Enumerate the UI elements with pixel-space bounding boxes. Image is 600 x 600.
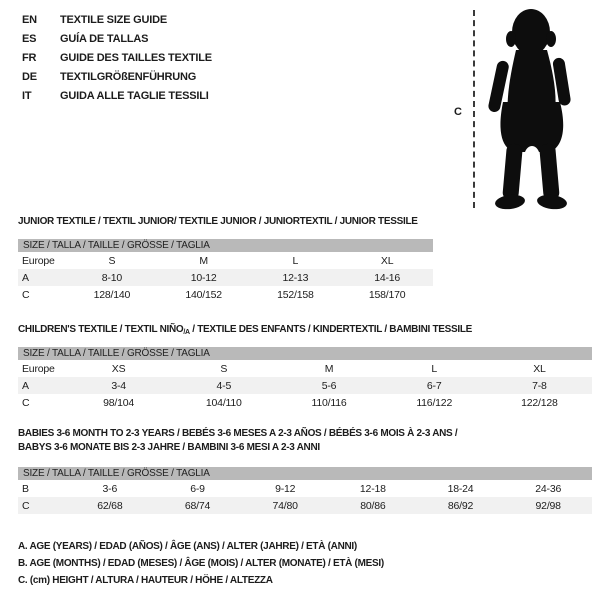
table-title-line2: BABYS 3-6 MONATE BIS 2-3 JAHRE / BAMBINI 3-6 MESI A 2-3 ANNI — [18, 442, 320, 453]
size-cell: XS — [111, 362, 126, 375]
table-title-part: / TEXTILE DES ENFANTS / KINDERTEXTIL / BAMBINI TESSILE — [189, 324, 473, 335]
age-cell: 6-9 — [190, 482, 205, 495]
size-cell: S — [220, 362, 228, 375]
size-header-band: SIZE / TALLA / TAILLE / GRÖSSE / TAGLIA — [18, 347, 592, 360]
height-cell: 104/110 — [205, 396, 242, 409]
height-dashed-line — [473, 10, 475, 208]
table-row — [18, 497, 592, 514]
size-cell: XL — [533, 362, 546, 375]
table-title: JUNIOR TEXTILE / TEXTIL JUNIOR/ TEXTILE JUNIOR / JUNIORTEXTIL / JUNIOR TESSILE — [18, 216, 418, 227]
age-cell: 3-6 — [102, 482, 118, 495]
size-cell: M — [324, 362, 334, 375]
language-code: DE — [22, 70, 37, 83]
size-cell: L — [292, 254, 299, 267]
table-row — [18, 286, 433, 303]
table-row — [18, 480, 592, 497]
table-row — [18, 394, 592, 411]
height-cell: 110/116 — [311, 396, 347, 409]
height-cell: 92/98 — [535, 499, 561, 512]
legend — [18, 538, 384, 589]
row-label: Europe — [22, 362, 55, 375]
size-header-band: SIZE / TALLA / TAILLE / GRÖSSE / TAGLIA — [18, 239, 433, 252]
height-cell: 140/152 — [185, 288, 222, 301]
age-cell: 12-18 — [359, 482, 386, 495]
language-row-it — [22, 86, 212, 105]
height-cell: 116/122 — [416, 396, 453, 409]
height-cell: 86/92 — [447, 499, 474, 512]
age-cell: 18-24 — [447, 482, 474, 495]
language-title: GUÍA DE TALLAS — [60, 32, 149, 45]
language-list — [22, 10, 212, 105]
size-cell: L — [431, 362, 438, 375]
age-cell: 5-6 — [321, 379, 337, 392]
baby-figure — [440, 4, 600, 216]
language-title: GUIDE DES TAILLES TEXTILE — [60, 51, 212, 64]
legend-line-a: A. AGE (YEARS) / EDAD (AÑOS) / ÂGE (ANS) / ALTER (JAHRE) / ETÀ (ANNI) — [18, 541, 357, 552]
size-cell: S — [108, 254, 116, 267]
age-cell: 6-7 — [426, 379, 442, 392]
age-cell: 8-10 — [101, 271, 122, 284]
language-code: FR — [22, 51, 37, 64]
table-title-subscript: /A — [183, 329, 190, 336]
language-row-fr — [22, 48, 212, 67]
height-cell: 68/74 — [184, 499, 211, 512]
row-label: A — [22, 379, 29, 392]
table-title — [18, 427, 592, 455]
table-title-line1: BABIES 3-6 MONTH TO 2-3 YEARS / BEBÉS 3-6 MESES A 2-3 AÑOS / BÉBÉS 3-6 MOIS À 2-3 ANS / — [18, 428, 458, 439]
language-title: TEXTILGRÖßENFÜHRUNG — [60, 70, 197, 83]
height-cell: 80/86 — [360, 499, 386, 512]
height-cell: 122/128 — [521, 396, 558, 409]
height-cell: 74/80 — [272, 499, 298, 512]
table-title — [18, 324, 592, 336]
size-cell: M — [199, 254, 208, 267]
age-cell: 12-13 — [282, 271, 309, 284]
junior-textile-table — [18, 216, 433, 303]
age-cell: 7-8 — [532, 379, 547, 392]
height-cell: 128/140 — [93, 288, 131, 301]
language-title: TEXTILE SIZE GUIDE — [60, 13, 168, 26]
height-cell: 152/158 — [277, 288, 314, 301]
baby-silhouette-icon — [486, 6, 578, 212]
legend-line-b: B. AGE (MONTHS) / EDAD (MESES) / ÂGE (MOIS) / ALTER (MONATE) / ETÀ (MESI) — [18, 558, 384, 569]
babies-textile-table — [18, 427, 592, 514]
row-label: C — [22, 499, 30, 512]
height-cell: 158/170 — [368, 288, 406, 301]
row-label: C — [22, 288, 30, 301]
table-row — [18, 377, 592, 394]
age-cell: 10-12 — [190, 271, 217, 284]
childrens-textile-table — [18, 324, 592, 411]
age-cell: 4-5 — [216, 379, 232, 392]
age-cell: 9-12 — [275, 482, 296, 495]
table-title-part: CHILDREN'S TEXTILE / TEXTIL NIÑO — [18, 324, 184, 335]
height-marker-label: C — [454, 106, 462, 118]
language-code: IT — [22, 89, 32, 102]
row-label: C — [22, 396, 30, 409]
legend-line-c: C. (cm) HEIGHT / ALTURA / HAUTEUR / HÖHE / ALTEZZA — [18, 575, 273, 586]
size-cell: XL — [380, 254, 394, 267]
language-row-es — [22, 29, 212, 48]
row-label: A — [22, 271, 29, 284]
table-row — [18, 360, 592, 377]
language-code: EN — [22, 13, 37, 26]
table-row — [18, 252, 433, 269]
size-header-band: SIZE / TALLA / TAILLE / GRÖSSE / TAGLIA — [18, 467, 592, 480]
language-row-en — [22, 10, 212, 29]
language-code: ES — [22, 32, 37, 45]
height-cell: 62/68 — [97, 499, 123, 512]
height-cell: 98/104 — [103, 396, 135, 409]
language-row-de — [22, 67, 212, 86]
language-title: GUIDA ALLE TAGLIE TESSILI — [60, 89, 209, 102]
row-label: B — [22, 482, 29, 495]
age-cell: 14-16 — [374, 271, 401, 284]
table-row — [18, 269, 433, 286]
age-cell: 3-4 — [111, 379, 126, 392]
row-label: Europe — [22, 254, 55, 267]
age-cell: 24-36 — [535, 482, 562, 495]
